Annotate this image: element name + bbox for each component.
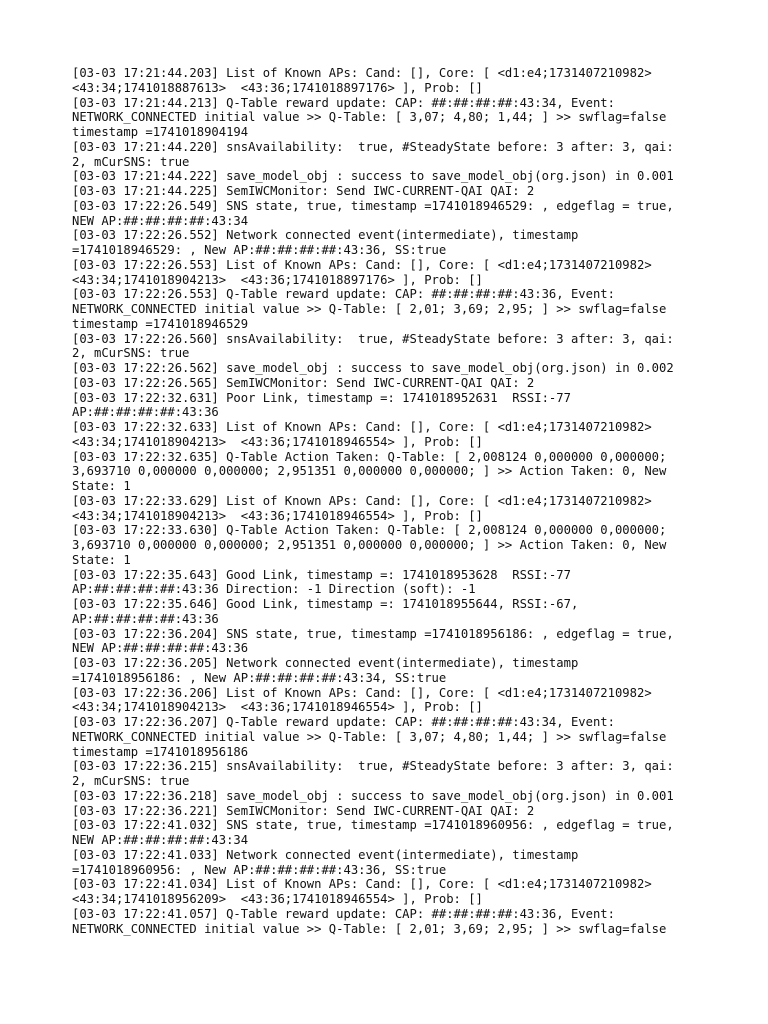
log-line: 2, mCurSNS: true <box>72 346 190 361</box>
log-line: State: 1 <box>72 552 131 567</box>
log-line: [03-03 17:22:26.565] SemIWCMonitor: Send IWC-CURRENT-QAI QAI: 2 <box>72 375 535 390</box>
log-line: AP:##:##:##:##:43:36 <box>72 611 219 626</box>
log-text-block <box>72 66 704 936</box>
log-line: [03-03 17:22:32.631] Poor Link, timestamp =: 1741018952631 RSSI:-77 <box>72 390 571 405</box>
log-line: 2, mCurSNS: true <box>72 774 190 788</box>
log-line: [03-03 17:22:35.646] Good Link, timestamp =: 1741018955644, RSSI:-67, <box>72 597 579 611</box>
log-line: NETWORK_CONNECTED initial value >> Q-Table: [ 3,07; 4,80; 1,44; ] >> swflag=false <box>72 729 667 744</box>
log-line: State: 1 <box>72 479 131 493</box>
log-line: [03-03 17:22:41.033] Network connected event(intermediate), timestamp <box>72 847 579 862</box>
log-line: <43:34;1741018904213> <43:36;1741018946554> ], Prob: [] <box>72 434 483 449</box>
log-line: [03-03 17:22:33.630] Q-Table Action Taken: Q-Table: [ 2,008124 0,000000 0,000000; <box>72 523 667 538</box>
log-line: <43:34;1741018956209> <43:36;1741018946554> ], Prob: [] <box>72 892 483 906</box>
log-line: [03-03 17:22:36.204] SNS state, true, timestamp =1741018956186: , edgeflag = true, <box>72 626 674 641</box>
log-line: =1741018960956: , New AP:##:##:##:##:43:36, SS:true <box>72 862 447 877</box>
log-line: [03-03 17:22:33.629] List of Known APs: Cand: [], Core: [ <d1:e4;1731407210982> <box>72 493 652 508</box>
log-line: [03-03 17:21:44.213] Q-Table reward update: CAP: ##:##:##:##:43:34, Event: <box>72 95 615 110</box>
log-line: [03-03 17:22:32.633] List of Known APs: Cand: [], Core: [ <d1:e4;1731407210982> <box>72 420 652 434</box>
log-line: NEW AP:##:##:##:##:43:36 <box>72 641 249 656</box>
log-line: NETWORK_CONNECTED initial value >> Q-Table: [ 2,01; 3,69; 2,95; ] >> swflag=false <box>72 302 667 316</box>
log-line: [03-03 17:22:36.206] List of Known APs: Cand: [], Core: [ <d1:e4;1731407210982> <box>72 685 652 700</box>
log-line: =1741018946529: , New AP:##:##:##:##:43:36, SS:true <box>72 243 447 257</box>
log-line: [03-03 17:22:36.221] SemIWCMonitor: Send IWC-CURRENT-QAI QAI: 2 <box>72 803 535 818</box>
log-line: [03-03 17:21:44.203] List of Known APs: Cand: [], Core: [ <d1:e4;1731407210982> <box>72 66 652 80</box>
log-line: [03-03 17:22:36.205] Network connected event(intermediate), timestamp <box>72 656 579 670</box>
log-line: [03-03 17:22:26.553] List of Known APs: Cand: [], Core: [ <d1:e4;1731407210982> <box>72 257 652 272</box>
log-line: [03-03 17:22:26.552] Network connected event(intermediate), timestamp <box>72 228 579 243</box>
log-line: =1741018956186: , New AP:##:##:##:##:43:34, SS:true <box>72 670 447 685</box>
log-line: timestamp =1741018904194 <box>72 125 249 139</box>
log-line: [03-03 17:22:36.218] save_model_obj : success to save_model_obj(org.json) in 0.001 <box>72 788 674 803</box>
log-line: <43:34;1741018904213> <43:36;1741018946554> ], Prob: [] <box>72 508 483 523</box>
log-line: AP:##:##:##:##:43:36 Direction: -1 Direction (soft): -1 <box>72 582 476 597</box>
log-line: [03-03 17:22:32.635] Q-Table Action Taken: Q-Table: [ 2,008124 0,000000 0,000000; <box>72 449 667 464</box>
log-line: [03-03 17:22:36.215] snsAvailability: true, #SteadyState before: 3 after: 3, qai: <box>72 759 674 774</box>
log-line: <43:34;1741018887613> <43:36;1741018897176> ], Prob: [] <box>72 80 483 95</box>
log-line: timestamp =1741018956186 <box>72 744 249 759</box>
log-line: NETWORK_CONNECTED initial value >> Q-Table: [ 2,01; 3,69; 2,95; ] >> swflag=false <box>72 921 667 936</box>
log-line: NEW AP:##:##:##:##:43:34 <box>72 833 249 847</box>
log-line: [03-03 17:22:26.553] Q-Table reward update: CAP: ##:##:##:##:43:36, Event: <box>72 287 615 302</box>
log-line: [03-03 17:22:41.034] List of Known APs: Cand: [], Core: [ <d1:e4;1731407210982> <box>72 877 652 892</box>
log-line: [03-03 17:22:36.207] Q-Table reward update: CAP: ##:##:##:##:43:34, Event: <box>72 715 615 729</box>
log-line: [03-03 17:22:26.560] snsAvailability: true, #SteadyState before: 3 after: 3, qai: <box>72 331 674 346</box>
log-line: <43:34;1741018904213> <43:36;1741018946554> ], Prob: [] <box>72 700 483 715</box>
log-line: [03-03 17:22:35.643] Good Link, timestamp =: 1741018953628 RSSI:-77 <box>72 567 571 582</box>
log-line: [03-03 17:21:44.222] save_model_obj : success to save_model_obj(org.json) in 0.001 <box>72 169 674 184</box>
log-line: timestamp =1741018946529 <box>72 316 249 331</box>
log-line: [03-03 17:21:44.220] snsAvailability: true, #SteadyState before: 3 after: 3, qai: <box>72 139 674 154</box>
log-line: AP:##:##:##:##:43:36 <box>72 405 219 420</box>
log-line: NEW AP:##:##:##:##:43:34 <box>72 213 249 228</box>
log-line: 2, mCurSNS: true <box>72 154 190 169</box>
log-line: 3,693710 0,000000 0,000000; 2,951351 0,000000 0,000000; ] >> Action Taken: 0, New <box>72 538 667 552</box>
log-line: NETWORK_CONNECTED initial value >> Q-Table: [ 3,07; 4,80; 1,44; ] >> swflag=false <box>72 110 667 125</box>
log-line: <43:34;1741018904213> <43:36;1741018897176> ], Prob: [] <box>72 272 483 287</box>
log-line: [03-03 17:22:41.057] Q-Table reward update: CAP: ##:##:##:##:43:36, Event: <box>72 906 615 921</box>
log-line: [03-03 17:21:44.225] SemIWCMonitor: Send IWC-CURRENT-QAI QAI: 2 <box>72 184 535 198</box>
log-line: 3,693710 0,000000 0,000000; 2,951351 0,000000 0,000000; ] >> Action Taken: 0, New <box>72 464 667 479</box>
log-line: [03-03 17:22:26.549] SNS state, true, timestamp =1741018946529: , edgeflag = true, <box>72 198 674 213</box>
log-line: [03-03 17:22:26.562] save_model_obj : success to save_model_obj(org.json) in 0.002 <box>72 361 674 375</box>
log-line: [03-03 17:22:41.032] SNS state, true, timestamp =1741018960956: , edgeflag = true, <box>72 818 674 833</box>
